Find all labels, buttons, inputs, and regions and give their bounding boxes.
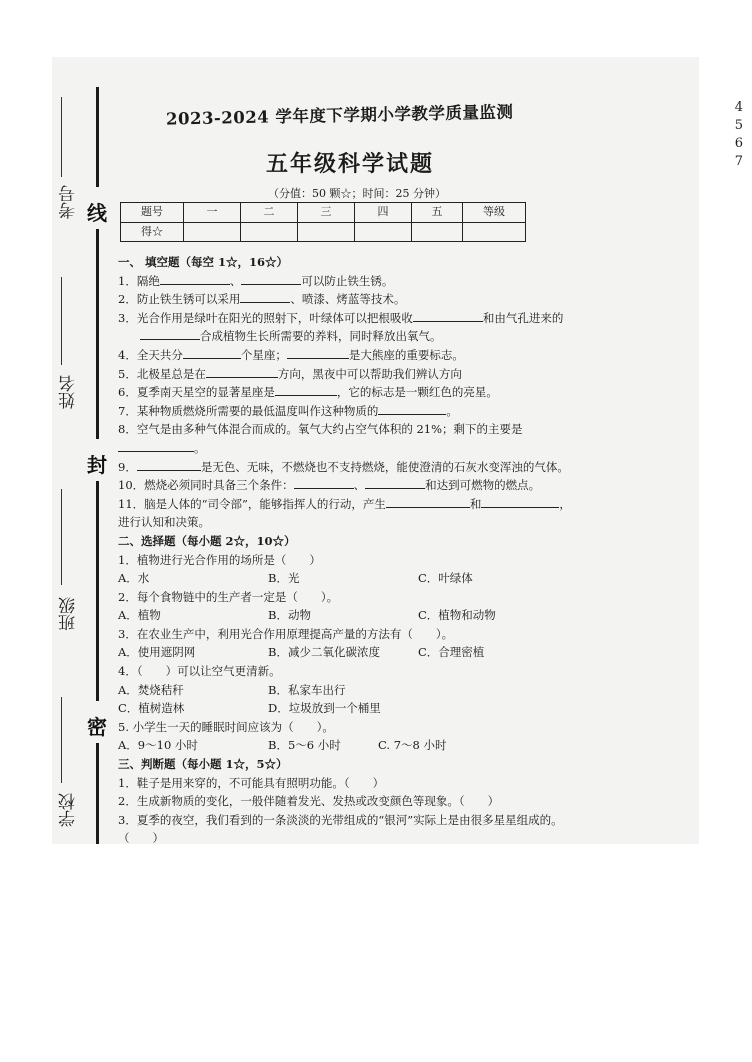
question-text: 、喷漆、烤蓝等技术。 [290,292,406,307]
answer-blank[interactable] [118,439,194,452]
exam-content [118,57,688,844]
section-heading: 三、判断题（每小题 1☆，5☆） [118,757,288,772]
paper-meta: （分值：50 颗☆；时间：25 分钟） [268,187,446,200]
question [118,402,688,421]
edge-digit: 5 [734,118,743,133]
score-entry[interactable] [241,222,298,242]
question-text: 。 [194,440,206,455]
choice-option[interactable]: B．减少二氧化碳浓度 [268,645,380,660]
score-table [120,202,526,242]
question-text: 。 [446,403,458,418]
question-text: 9． [118,459,137,474]
choice-option[interactable]: B．光 [268,571,300,586]
question-text: 4．全天共分 [118,347,183,362]
choice-question: 4．（ ）可以让空气更清新。 [118,664,281,679]
choice-options [118,569,688,588]
score-cell: 得☆ [121,222,184,242]
answer-blank[interactable] [294,476,354,489]
binding-line [96,743,99,844]
binding-line [96,229,99,439]
choice-options [118,736,688,755]
score-cell: 一 [184,203,241,223]
answer-blank[interactable] [183,346,241,359]
question-text: 可以防止铁生锈。 [301,273,394,288]
answer-blank[interactable] [365,476,425,489]
question [118,309,688,328]
question-text: 10．燃烧必须同时具备三个条件： [118,478,294,493]
answer-blank[interactable] [275,383,337,396]
binding-margin [52,57,114,844]
question-text: 方向，黑夜中可以帮助我们辨认方向 [277,366,462,381]
question-text: 2．防止铁生锈可以采用 [118,292,241,307]
question [118,439,688,458]
binding-line [96,87,99,187]
score-cell: 四 [355,203,412,223]
choice-question: 2．每个食物链中的生产者一定是（ ）。 [118,589,339,604]
choice-option[interactable]: C．植树造林 [118,701,185,716]
choice-option[interactable]: C．叶绿体 [418,571,473,586]
question [118,346,688,365]
choice-option[interactable]: C．植物和动物 [418,608,496,623]
choice-option[interactable]: B．动物 [268,608,311,623]
question [118,476,688,495]
question [118,327,688,346]
side-fill-line [61,697,62,783]
question [118,495,688,514]
choice-options [118,699,688,718]
choice-question: 5. 小学生一天的睡眠时间应该为（ ）。 [118,719,334,734]
question-text: 个星座； [240,347,287,362]
side-label-class: 班级 [59,597,79,631]
question [118,272,688,291]
question-text: ， [559,496,571,511]
edge-digit: 6 [734,136,743,151]
judge-question: 3．夏季的夜空，我们看到的一条淡淡的光带组成的“银河”实际上是由很多星星组成的。 [118,812,563,827]
score-entry[interactable] [463,222,526,242]
section-heading: 二、选择题（每小题 2☆，10☆） [118,533,296,548]
choice-question: 1．植物进行光合作用的场所是（ ） [118,552,321,567]
section-heading: 一、 填空题（每空 1☆，16☆） [118,255,289,269]
choice-options [118,606,688,625]
answer-blank[interactable] [160,272,230,285]
choice-option[interactable]: D．垃圾放到一个桶里 [268,701,381,716]
score-entry[interactable] [412,222,463,242]
answer-blank[interactable] [140,327,200,340]
side-label-school: 学校 [59,793,79,827]
question-text: 和 [469,496,482,511]
score-table-score-row [121,222,526,242]
question-text: 进行认知和决策。 [118,515,210,530]
side-label-exam-no: 考号 [59,185,79,219]
side-fill-line [61,277,62,365]
question-list [118,253,688,848]
question [118,290,688,309]
exam-title: 2023-2024 学年度下学期小学教学质量监测 [165,102,514,129]
question-text: ，它的标志是一颗红色的亮星。 [336,385,498,400]
question-text: 是无色、无味，不燃烧也不支持燃烧，能使澄清的石灰水变浑浊的气体。 [200,459,569,474]
choice-option[interactable]: A．使用遮阴网 [118,645,196,660]
binding-char-feng: 封 [84,449,110,478]
score-entry[interactable] [298,222,355,242]
question-text: 、 [229,273,242,288]
side-label-name: 姓名 [59,375,79,409]
edge-digit: 4 [734,100,743,115]
question-text: 8．空气是由多种气体混合而成的。氧气大约占空气体积的 21%；剩下的主要是 [118,422,523,437]
question [118,383,688,402]
choice-option[interactable]: C．合理密植 [418,645,485,660]
judge-question: 2．生成新物质的变化，一般伴随着发光、发热或改变颜色等现象。（ ） [118,794,500,809]
choice-options [118,643,688,662]
answer-blank[interactable] [137,458,201,471]
binding-char-xian: 线 [84,197,110,226]
question-text: 1．隔绝 [118,273,160,288]
answer-blank[interactable] [386,495,470,508]
side-fill-line [61,489,62,585]
answer-blank[interactable] [206,365,278,378]
score-cell: 二 [241,203,298,223]
choice-option[interactable]: A．水 [118,571,150,586]
score-table-header-row [121,203,526,223]
choice-option[interactable]: A．9～10 小时 [118,738,198,753]
side-fill-line [61,97,62,177]
question-text: 11．脑是人体的“司令部”，能够指挥人的行动，产生 [118,496,386,511]
answer-blank[interactable] [481,495,559,508]
choice-option[interactable]: B．私家车出行 [268,682,346,697]
choice-option[interactable]: A．焚烧秸秆 [118,682,184,697]
question-text: 、 [353,478,366,493]
score-entry[interactable] [184,222,241,242]
question-text: 3．光合作用是绿叶在阳光的照射下，叶绿体可以把根吸收 [118,310,413,325]
answer-blank[interactable] [413,309,483,322]
question-text: 是大熊座的重要标志。 [348,347,464,362]
answer-blank[interactable] [241,272,301,285]
binding-line [96,481,99,701]
answer-blank[interactable] [240,290,290,303]
choice-option[interactable]: A．植物 [118,608,161,623]
question-text: 和由气孔进来的 [482,310,564,325]
choice-question: 3．在农业生产中，利用光合作用原理提高产量的方法有（ ）。 [118,626,454,641]
answer-blank[interactable] [287,346,349,359]
paper-title: 五年级科学试题 [266,151,435,177]
score-cell: 等级 [463,203,526,223]
right-edge-text [735,99,743,171]
judge-answer-bracket[interactable]: （ ） [118,831,164,846]
question-text: 和达到可燃物的燃点。 [425,478,541,493]
question [118,365,688,384]
exam-paper-photo [52,57,743,846]
question [118,458,688,477]
score-cell: 五 [412,203,463,223]
choice-options [118,681,688,700]
answer-blank[interactable] [378,402,446,415]
judge-question: 1．鞋子是用来穿的，不可能具有照明功能。（ ） [118,775,385,790]
score-entry[interactable] [355,222,412,242]
question-text: 5．北极星总是在 [118,366,206,381]
question-text: 7．某种物质燃烧所需要的最低温度叫作这种物质的 [118,403,379,418]
edge-digit: 7 [734,154,743,169]
choice-option[interactable]: B．5～6 小时 [268,738,341,753]
score-cell: 三 [298,203,355,223]
choice-option[interactable]: C. 7～8 小时 [378,738,447,753]
question [118,420,688,439]
question-text: 合成植物生长所需要的养料，同时释放出氧气。 [200,329,442,344]
binding-char-mi: 密 [84,711,110,740]
question [118,513,688,532]
question-text: 6．夏季南天星空的显著星座是 [118,385,275,400]
score-cell: 题号 [121,203,184,223]
